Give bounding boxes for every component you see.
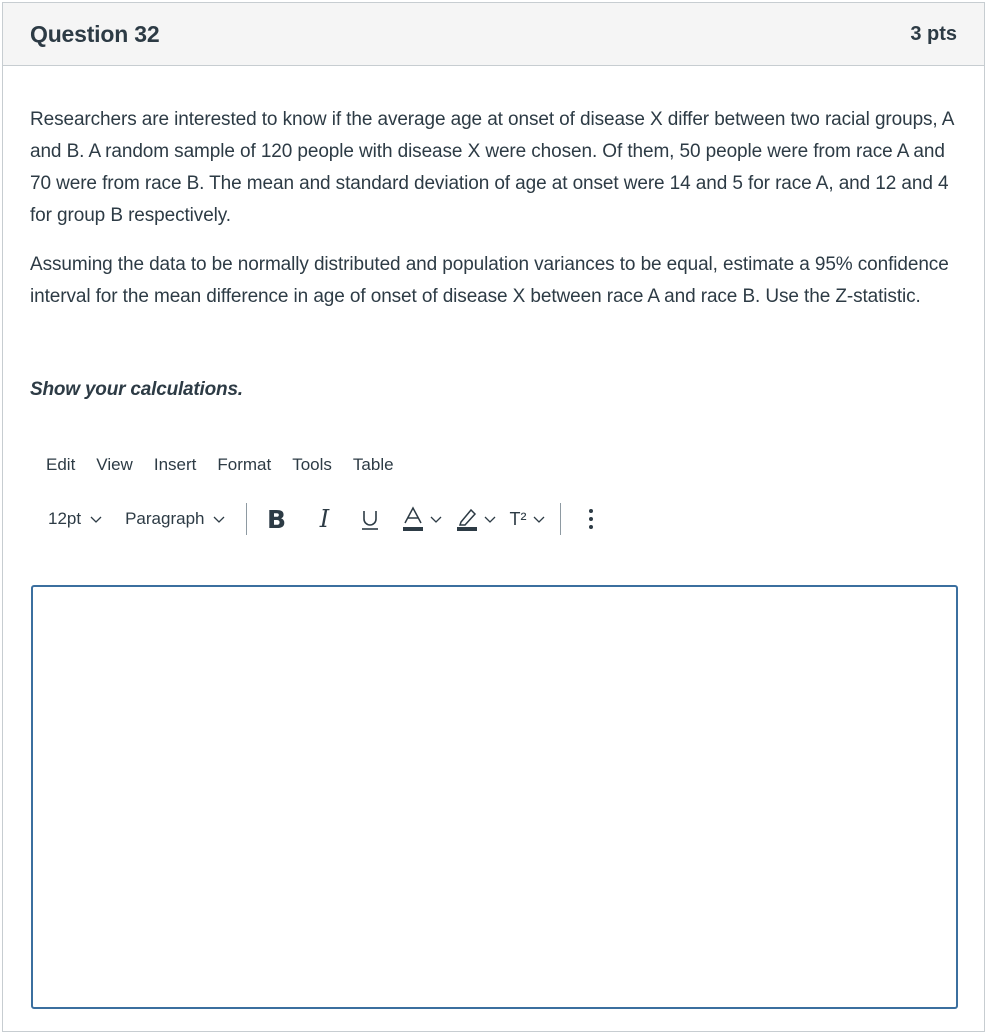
highlight-icon (455, 505, 479, 533)
answer-editor[interactable] (31, 585, 958, 1009)
toolbar-divider (560, 503, 561, 535)
chevron-down-icon (532, 514, 546, 524)
superscript-icon: T² (509, 508, 527, 529)
chevron-down-icon (89, 514, 103, 524)
question-points: 3 pts (910, 22, 957, 45)
editor-content[interactable] (33, 587, 956, 1007)
chevron-down-icon (212, 514, 226, 524)
question-body (3, 66, 984, 536)
menu-table[interactable]: Table (352, 455, 394, 474)
menu-format[interactable]: Format (217, 455, 272, 474)
more-options-icon (588, 508, 594, 530)
underline-icon (359, 506, 381, 532)
text-color-button[interactable] (401, 504, 443, 534)
toolbar-divider (246, 503, 247, 535)
question-title: Question 32 (30, 20, 160, 47)
block-format-select[interactable] (125, 509, 226, 529)
editor-menubar (30, 453, 957, 477)
question-header (3, 3, 984, 66)
highlight-color-button[interactable] (455, 504, 497, 534)
menu-edit[interactable]: Edit (46, 455, 76, 474)
chevron-down-icon (483, 514, 497, 524)
font-size-value: 12pt (48, 509, 82, 528)
font-size-select[interactable] (48, 509, 103, 529)
underline-button[interactable] (355, 504, 385, 534)
chevron-down-icon (429, 514, 443, 524)
question-card (2, 2, 985, 1032)
menu-tools[interactable]: Tools (292, 455, 332, 474)
question-paragraph-1: Researchers are interested to know if the average age at onset of disease X differ between two racial groups, A and B. A random sample of 120 people with disease X were chosen. Of them, 50 people were from race A and 70 were from race B. The mean and standard deviation of age at onset were 14 and 5 for race A, and 12 and 4 for group B respectively. (30, 109, 954, 226)
instruction-text: Show your calculations. (30, 379, 243, 400)
menu-view[interactable]: View (96, 455, 133, 474)
text-color-icon (401, 505, 425, 533)
editor-toolbar (30, 502, 957, 536)
more-options-button[interactable] (579, 504, 603, 534)
bold-button[interactable] (261, 504, 291, 534)
bold-icon: B (266, 504, 287, 534)
block-format-value: Paragraph (125, 509, 205, 528)
menu-insert[interactable]: Insert (153, 455, 197, 474)
superscript-button[interactable] (509, 504, 546, 534)
question-text (30, 104, 957, 313)
italic-button[interactable] (309, 504, 339, 534)
italic-icon: I (319, 505, 330, 533)
question-paragraph-2: Assuming the data to be normally distributed and population variances to be equal, estimate a 95% confidence interval for the mean difference in age of onset of disease X between race A and race B. Use the Z-statistic. (30, 254, 949, 307)
